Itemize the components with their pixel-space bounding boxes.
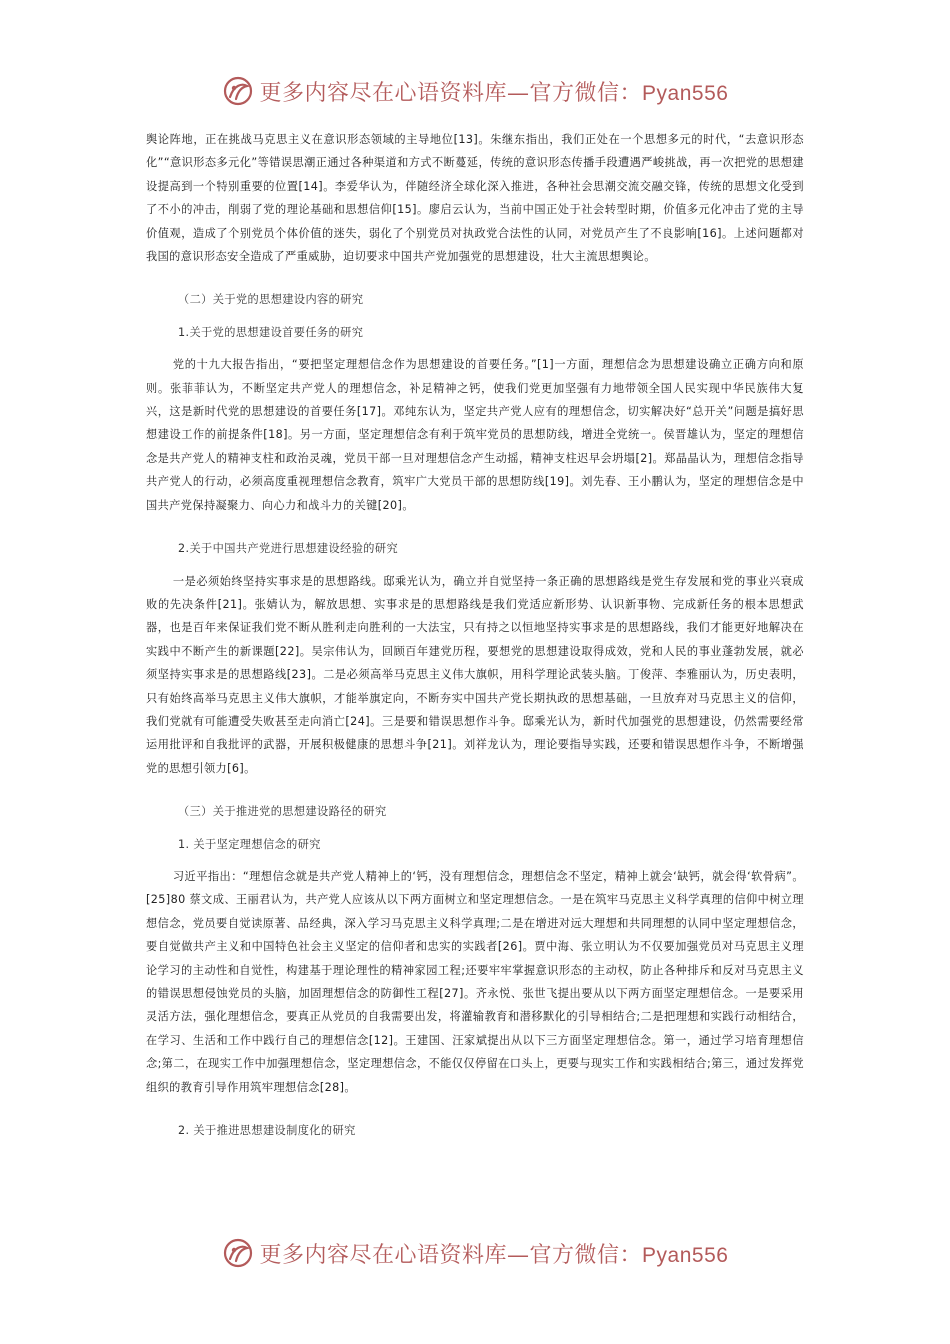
section-heading: （二）关于党的思想建设内容的研究 [178,293,364,307]
body-paragraph: 党的十九大报告指出，“要把坚定理想信念作为思想建设的首要任务。”[1]一方面，理想信念为思想建设确立正确方向和原则。张菲菲认为，不断坚定共产党人的理想信念，补足精神之钙，使我们党更加坚强有力地带领全国人民实现中华民族伟大复兴，这是新时代党的思想建设的首要任务[17]。邓纯东认为，坚定共产党人应有的理想信念，切实解决好“总开关”问题是搞好思想建设工作的前提条件[18]。另一方面，坚定理想信念有利于筑牢党员的思想防线，增进全党统一。侯晋雄认为，坚定的理想信念是共产党人的精神支柱和政治灵魂，党员干部一旦对理想信念产生动摇，精神支柱迟早会坍塌[2]。郑晶晶认为，理想信念指导共产党人的行动，必须高度重视理想信念教育，筑牢广大党员干部的思想防线[19]。刘先春、王小鹏认为，坚定的理想信念是中国共产党保持凝聚力、向心力和战斗力的关键[20]。 [146,358,804,512]
subsection-heading: 2.关于中国共产党进行思想建设经验的研究 [178,542,399,556]
body-paragraph: 一是必须始终坚持实事求是的思想路线。邸乘光认为，确立并自觉坚持一条正确的思想路线是党生存发展和党的事业兴衰成败的先决条件[21]。张婧认为，解放思想、实事求是的思想路线是我们党适应新形势、认识新事物、完成新任务的根本思想武器，也是百年来保证我们党不断从胜利走向胜利的一大法宝，只有持之以恒地坚持实事求是的思想路线，我们才能更好地解决在实践中不断产生的新课题[22]。吴宗伟认为，回顾百年建党历程，要想党的思想建设取得成效，党和人民的事业蓬勃发展，就必须坚持实事求是的思想路线[23]。二是必须高举马克思主义伟大旗帜，用科学理论武装头脑。丁俊萍、李雅丽认为，历史表明，只有始终高举马克思主义伟大旗帜，才能举旗定向，不断夯实中国共产党长期执政的思想基础，一旦放弃对马克思主义的信仰，我们党就有可能遭受失败甚至走向消亡[24]。三是要和错误思想作斗争。邸乘光认为，新时代加强党的思想建设，仍然需要经常运用批评和自我批评的武器，开展积极健康的思想斗争[21]。刘祥龙认为，理论要指导实践，还要和错误思想作斗争，不断增强党的思想引领力[6]。 [146,574,804,775]
watermark-banner-bottom [0,1228,950,1278]
document-body [146,128,804,1151]
watermark-banner-top [0,66,950,116]
banner-text: 更多内容尽在心语资料库—官方微信：Pyan556 [259,1242,729,1268]
brand-logo-icon [222,75,254,107]
section-heading: （三）关于推进党的思想建设路径的研究 [178,805,387,819]
brand-logo-icon [222,1237,254,1269]
body-paragraph: 舆论阵地，正在挑战马克思主义在意识形态领域的主导地位[13]。朱继东指出，我们正处在一个思想多元的时代，“去意识形态化”“意识形态多元化”等错误思潮正通过各种渠道和方式不断蔓延，传统的意识形态传播手段遭遇严峻挑战，再一次把党的思想建设提高到一个特别重要的位置[14]。李爱华认为，伴随经济全球化深入推进，各种社会思潮交流交融交锋，传统的思想文化受到了不小的冲击，削弱了党的理论基础和思想信仰[15]。廖启云认为，当前中国正处于社会转型时期，价值多元化冲击了党的主导价值观，造成了个别党员个体价值的迷失，弱化了个别党员对执政党合法性的认同，对党员产生了不良影响[16]。上述问题都对我国的意识形态安全造成了严重威胁，迫切要求中国共产党加强党的思想建设，壮大主流思想舆论。 [146,133,804,264]
subsection-heading: 2. 关于推进思想建设制度化的研究 [178,1124,356,1138]
subsection-heading: 1.关于党的思想建设首要任务的研究 [178,325,364,339]
banner-text: 更多内容尽在心语资料库—官方微信：Pyan556 [259,80,729,106]
subsection-heading: 1. 关于坚定理想信念的研究 [178,837,321,851]
body-paragraph: 习近平指出：“理想信念就是共产党人精神上的‘钙，没有理想信念，理想信念不坚定，精神上就会‘缺钙，就会得‘软骨病”。[25]80 蔡文成、王丽君认为，共产党人应该从以下两方面树立和坚定理想信念。一是在筑牢马克思主义科学真理的信仰中树立理想信念，党员要自觉读原著、品经典，深入学习马克思主义科学真理;二是在增进对远大理想和共同理想的认同中坚定理想信念，要自觉做共产主义和中国特色社会主义坚定的信仰者和忠实的实践者[26]。贾中海、张立明认为不仅要加强党员对马克思主义理论学习的主动性和自觉性，构建基于理论理性的精神家园工程;还要牢牢掌握意识形态的主动权，防止各种排斥和反对马克思主义的错误思想侵蚀党员的头脑，加固理想信念的防御性工程[27]。齐永悦、张世飞提出要从以下两方面坚定理想信念。一是要采用灵活方法，强化理想信念，要真正从党员的自我需要出发，将灌输教育和潜移默化的引导相结合;二是把理想和实践行动相结合，在学习、生活和工作中践行自己的理想信念[12]。王建国、汪家斌提出从以下三方面坚定理想信念。第一，通过学习培育理想信念;第二，在现实工作中加强理想信念，坚定理想信念，不能仅仅停留在口头上，更要与现实工作和实践相结合;第三，通过发挥党组织的教育引导作用筑牢理想信念[28]。 [146,869,804,1094]
